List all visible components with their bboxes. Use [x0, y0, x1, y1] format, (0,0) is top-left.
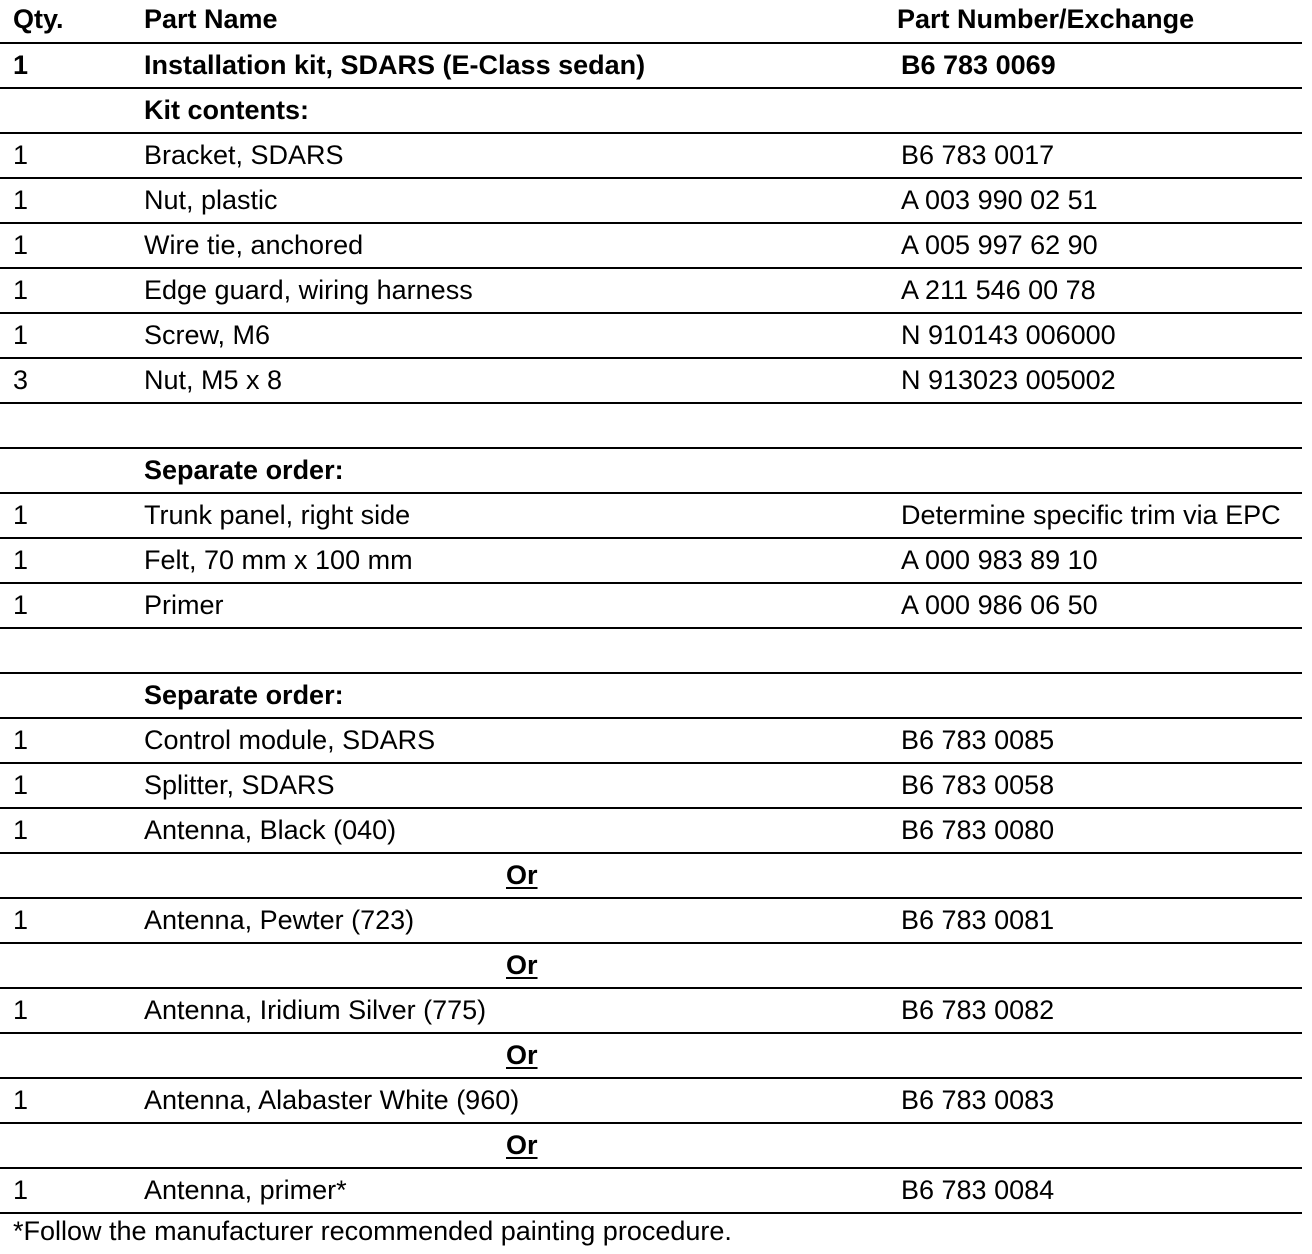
- row-part-number: B6 783 0082: [901, 995, 1055, 1025]
- row-part-number: A 211 546 00 78: [901, 275, 1096, 305]
- row-qty: 1: [13, 500, 29, 530]
- footnote: *Follow the manufacturer recommended painting procedure.: [13, 1216, 732, 1246]
- row-qty: 1: [13, 1175, 29, 1205]
- row-part-number: B6 783 0084: [901, 1175, 1055, 1205]
- row-part-name: Antenna, Pewter (723): [144, 905, 415, 935]
- row-qty: 1: [13, 995, 29, 1025]
- row-qty: 1: [13, 140, 29, 170]
- table-row: [0, 1169, 1302, 1214]
- blank-row: [0, 629, 1302, 674]
- row-qty: 1: [13, 185, 29, 215]
- table-row: [0, 584, 1302, 629]
- table-row: [0, 494, 1302, 539]
- row-part-name: Nut, M5 x 8: [144, 365, 283, 395]
- table-row: [0, 269, 1302, 314]
- row-part-name: Nut, plastic: [144, 185, 278, 215]
- row-part-number: B6 783 0017: [901, 140, 1055, 170]
- row-part-name: Splitter, SDARS: [144, 770, 335, 800]
- row-part-name: Antenna, Alabaster White (960): [144, 1085, 520, 1115]
- table-row: [0, 719, 1302, 764]
- section-label: Separate order:: [144, 680, 344, 710]
- row-part-name: Trunk panel, right side: [144, 500, 411, 530]
- row-part-number: B6 783 0085: [901, 725, 1055, 755]
- row-part-number: N 910143 006000: [901, 320, 1116, 350]
- or-separator-row: [0, 1124, 1302, 1169]
- row-part-number: A 005 997 62 90: [901, 230, 1098, 260]
- section-label-row: [0, 89, 1302, 134]
- row-part-number: A 000 986 06 50: [901, 590, 1098, 620]
- row-part-name: Bracket, SDARS: [144, 140, 344, 170]
- row-qty: 1: [13, 815, 29, 845]
- row-part-name: Wire tie, anchored: [144, 230, 364, 260]
- table-row: [0, 224, 1302, 269]
- row-part-name: Screw, M6: [144, 320, 271, 350]
- row-part-name: Installation kit, SDARS (E-Class sedan): [144, 50, 646, 80]
- row-part-number: B6 783 0081: [901, 905, 1055, 935]
- blank-row: [0, 404, 1302, 449]
- row-part-number: B6 783 0069: [901, 50, 1056, 80]
- or-separator: Or: [506, 950, 538, 980]
- header-qty: Qty.: [13, 4, 64, 34]
- table-row: [0, 314, 1302, 359]
- row-part-name: Edge guard, wiring harness: [144, 275, 473, 305]
- parts-table: [0, 44, 1302, 1214]
- row-part-name: Primer: [144, 590, 224, 620]
- row-part-number: Determine specific trim via EPC: [901, 500, 1281, 530]
- table-row: [0, 359, 1302, 404]
- or-separator-row: [0, 1034, 1302, 1079]
- row-qty: 1: [13, 905, 29, 935]
- row-qty: 1: [13, 545, 29, 575]
- section-label-row: [0, 449, 1302, 494]
- table-row: [0, 539, 1302, 584]
- or-separator: Or: [506, 1040, 538, 1070]
- or-separator-row: [0, 944, 1302, 989]
- row-part-name: Felt, 70 mm x 100 mm: [144, 545, 413, 575]
- header-part-number: Part Number/Exchange: [897, 4, 1195, 34]
- or-separator-row: [0, 854, 1302, 899]
- row-part-number: N 913023 005002: [901, 365, 1116, 395]
- table-row: [0, 134, 1302, 179]
- row-part-number: A 000 983 89 10: [901, 545, 1098, 575]
- row-qty: 1: [13, 275, 29, 305]
- table-header: [0, 0, 1302, 44]
- table-row: [0, 764, 1302, 809]
- section-label: Separate order:: [144, 455, 344, 485]
- row-part-name: Antenna, primer*: [144, 1175, 347, 1205]
- header-part-name: Part Name: [144, 4, 278, 34]
- or-separator: Or: [506, 860, 538, 890]
- table-row: [0, 44, 1302, 89]
- row-qty: 1: [13, 1085, 29, 1115]
- row-qty: 1: [13, 590, 29, 620]
- row-qty: 1: [13, 230, 29, 260]
- row-part-number: A 003 990 02 51: [901, 185, 1098, 215]
- section-label: Kit contents:: [144, 95, 309, 125]
- row-part-number: B6 783 0058: [901, 770, 1055, 800]
- row-qty: 1: [13, 725, 29, 755]
- row-part-number: B6 783 0083: [901, 1085, 1055, 1115]
- row-part-name: Antenna, Black (040): [144, 815, 397, 845]
- table-row: [0, 899, 1302, 944]
- row-part-name: Antenna, Iridium Silver (775): [144, 995, 487, 1025]
- row-part-name: Control module, SDARS: [144, 725, 436, 755]
- row-qty: 1: [13, 770, 29, 800]
- table-row: [0, 1079, 1302, 1124]
- row-qty: 1: [13, 50, 29, 80]
- table-row: [0, 809, 1302, 854]
- or-separator: Or: [506, 1130, 538, 1160]
- row-qty: 3: [13, 365, 29, 395]
- row-part-number: B6 783 0080: [901, 815, 1055, 845]
- section-label-row: [0, 674, 1302, 719]
- row-qty: 1: [13, 320, 29, 350]
- table-row: [0, 179, 1302, 224]
- table-row: [0, 989, 1302, 1034]
